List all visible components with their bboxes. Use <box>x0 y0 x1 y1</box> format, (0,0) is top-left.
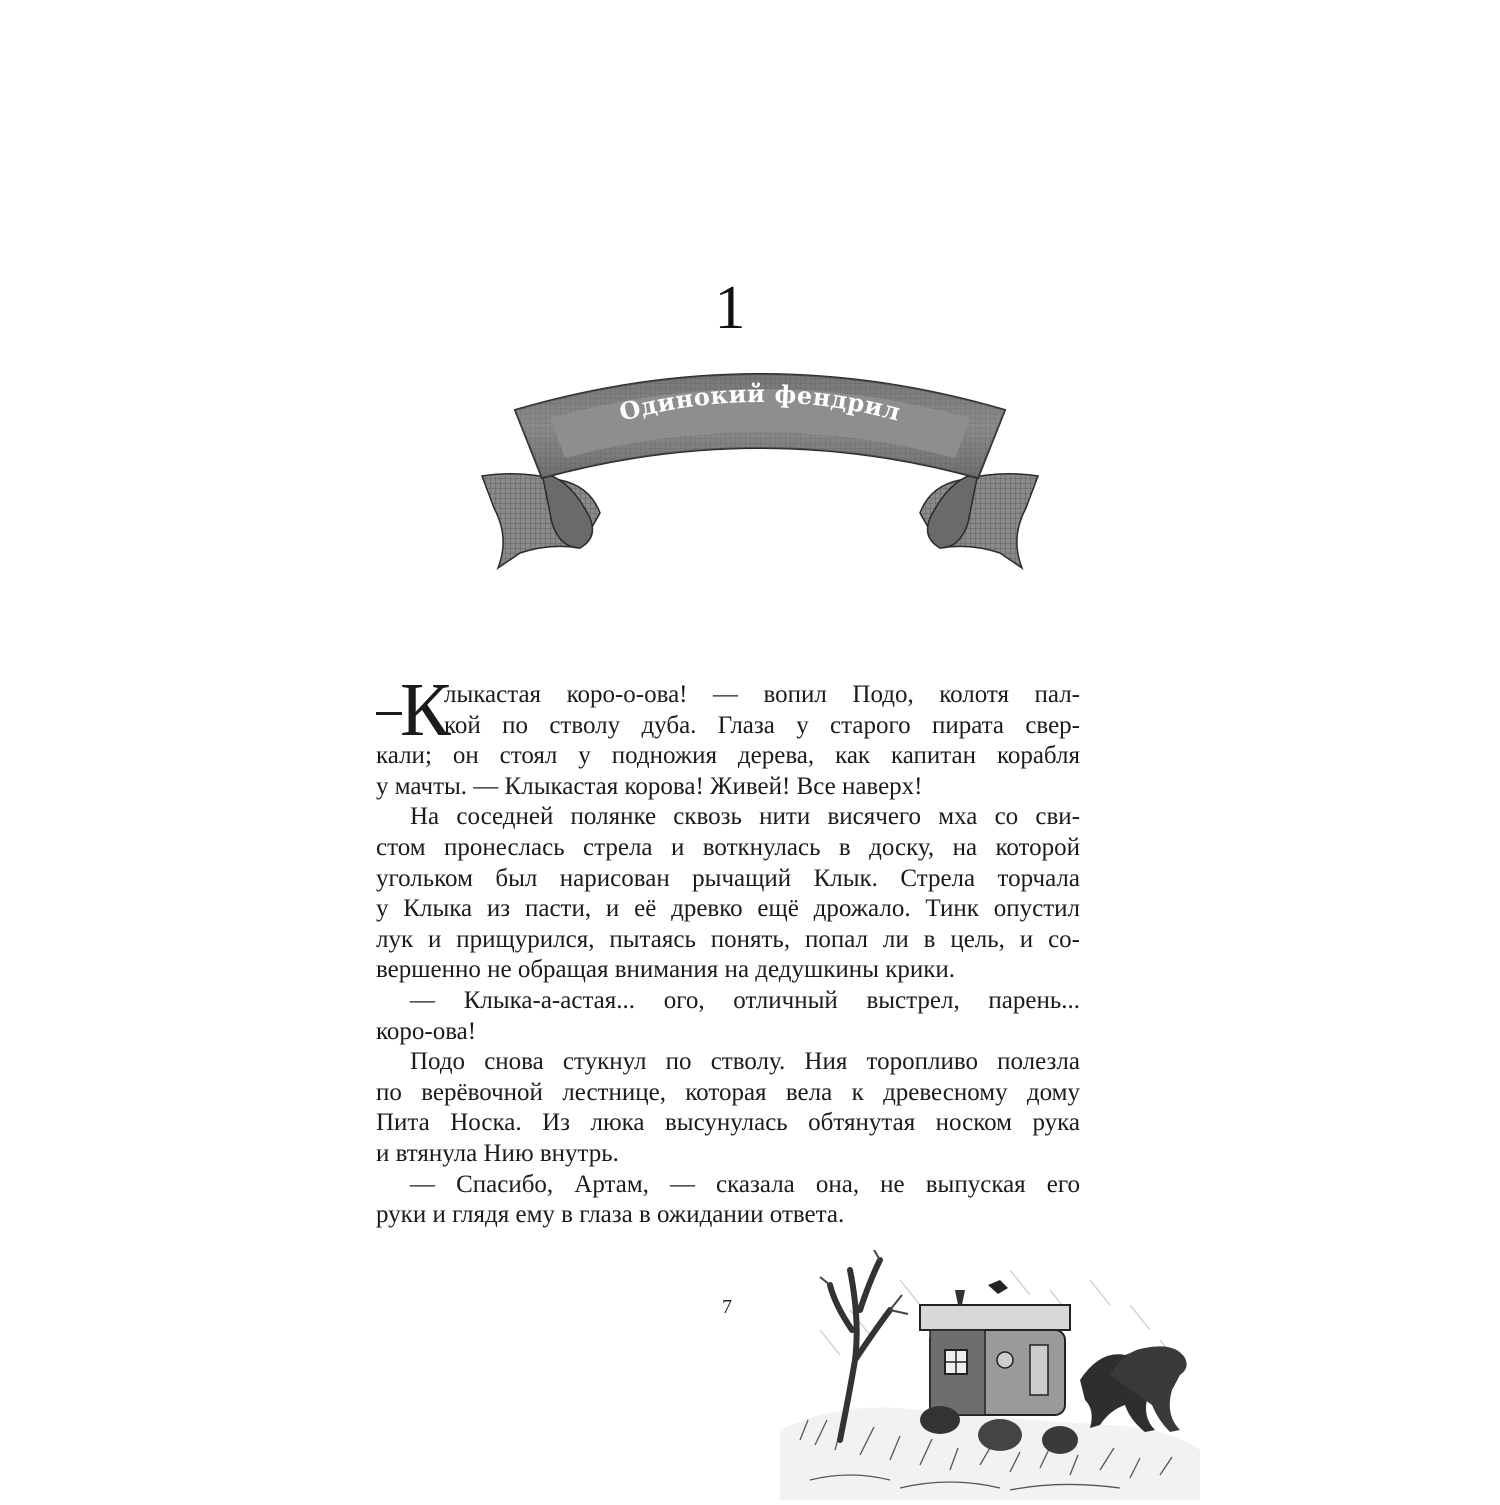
text-line: Подо снова стукнул по стволу. Ния торопливо полезла <box>410 1048 1080 1076</box>
chapter-title: Одинокий фендрил <box>616 378 904 427</box>
text-line: лук и прищурился, пытаясь понять, попал ли в цель, и со- <box>376 925 1080 953</box>
text-line: Пита Носка. Из люка высунулась обтянутая носком рука <box>376 1109 1080 1137</box>
stagecoach-illustration <box>780 1250 1200 1500</box>
text-line: и втянула Нию внутрь. <box>376 1139 619 1167</box>
text-line: коро-ова! <box>376 1017 477 1045</box>
text-line: На соседней полянке сквозь нити висячего мха со сви- <box>410 803 1080 831</box>
body-text <box>376 668 1080 1231</box>
text-line: вершенно не обращая внимания на дедушкины крики. <box>376 956 955 984</box>
chapter-number: 1 <box>714 274 746 342</box>
page-number: 7 <box>722 1296 732 1318</box>
chapter-title-ribbon <box>480 348 1040 580</box>
text-line: лыкастая коро-о-ова! — вопил Подо, колотя пал- <box>444 681 1080 708</box>
text-line: стом пронеслась стрела и воткнулась в доску, на которой <box>376 833 1080 861</box>
text-line: у Клыка из пасти, и её древко ещё дрожало. Тинк опустил <box>376 895 1080 923</box>
drop-cap-letter: К <box>400 668 451 752</box>
text-line: кали; он стоял у подножия дерева, как капитан корабля <box>376 742 1080 770</box>
text-line: по верёвочной лестнице, которая вела к древесному дому <box>376 1078 1080 1106</box>
text-line: у мачты. — Клыкастая корова! Живей! Все наверх! <box>376 772 923 800</box>
text-line: кой по стволу дуба. Глаза у старого пирата свер- <box>444 711 1080 739</box>
text-line: — Спасибо, Артам, — сказала она, не выпуская его <box>410 1170 1080 1198</box>
text-line: — Клыка-а-астая... ого, отличный выстрел, парень... <box>410 986 1080 1014</box>
text-line: руки и глядя ему в глаза в ожидании ответа. <box>376 1201 845 1229</box>
text-line: угольком был нарисован рычащий Клык. Стрела торчала <box>376 864 1080 892</box>
